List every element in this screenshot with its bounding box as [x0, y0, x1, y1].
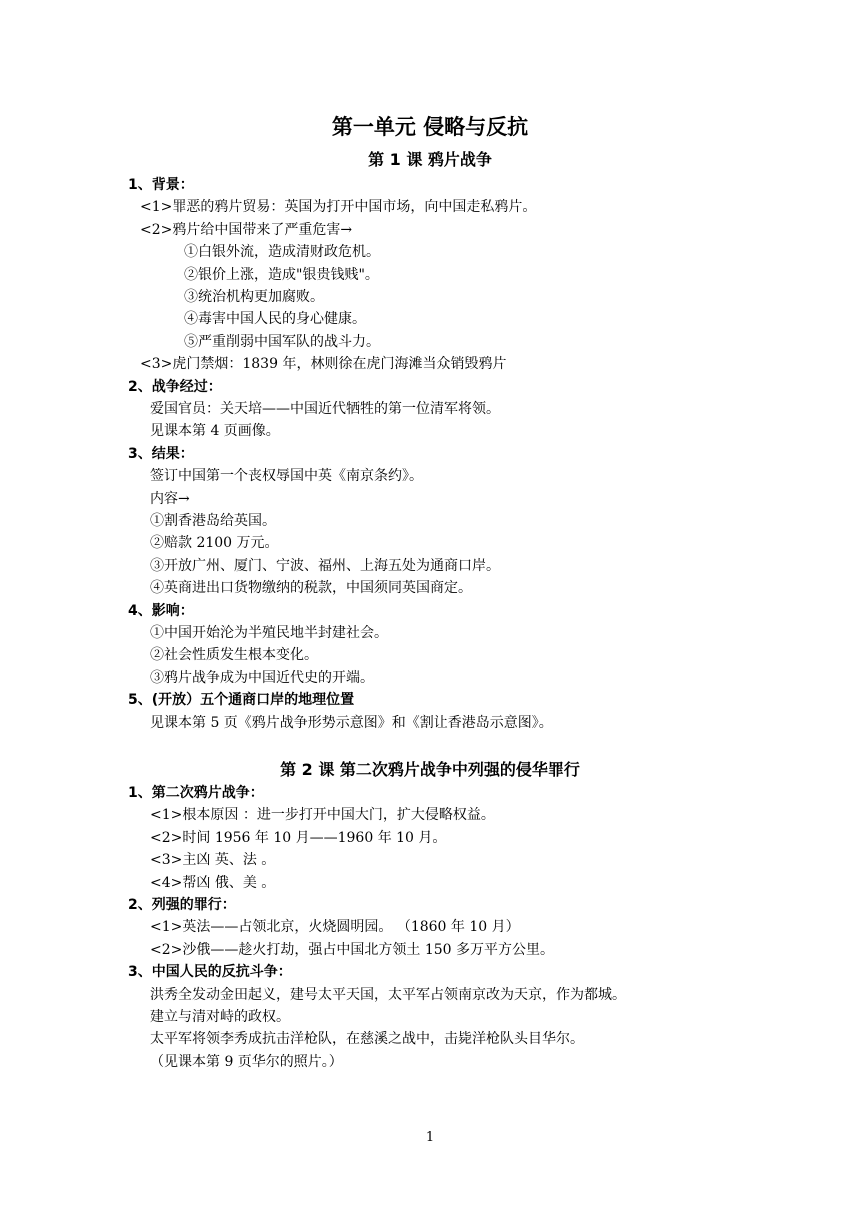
text-line: <3>主凶 英、法 。	[150, 852, 276, 869]
text-line: 建立与清对峙的政权。	[150, 1009, 290, 1025]
text-line: ②银价上涨，造成"银贵钱贱"。	[184, 266, 379, 283]
text-line: ②社会性质发生根本变化。	[150, 647, 318, 664]
text-line: 太平军将领李秀成抗击洋枪队，在慈溪之战中，击毙洋枪队头目华尔。	[150, 1031, 584, 1048]
section-heading: 5、(开放）五个通商口岸的地理位置	[128, 692, 355, 709]
text-line: <2>时间 1956 年 10 月——1960 年 10 月。	[150, 829, 447, 846]
text-line: ③开放广州、厦门、宁波、福州、上海五处为通商口岸。	[150, 557, 500, 574]
text-line: （见课本第 9 页华尔的照片。）	[150, 1053, 343, 1070]
text-line: 见课本第 4 页画像。	[150, 423, 280, 440]
text-line: <1>英法——占领北京，火烧圆明园。 （1860 年 10 月）	[150, 919, 520, 936]
text-line: ③统治机构更加腐败。	[184, 289, 324, 305]
text-line: 爱国官员：关天培——中国近代牺牲的第一位清军将领。	[150, 401, 500, 417]
section-heading: 1、第二次鸦片战争：	[128, 785, 264, 801]
lesson-2-title: 第 2 课 第二次鸦片战争中列强的侵华罪行	[280, 760, 580, 779]
text-line: ⑤严重削弱中国军队的战斗力。	[184, 333, 380, 350]
text-line: 见课本第 5 页《鸦片战争形势示意图》和《割让香港岛示意图》。	[150, 714, 553, 731]
text-line: 内容→	[150, 490, 190, 507]
text-line: ③鸦片战争成为中国近代史的开端。	[150, 669, 374, 686]
text-line: <1>根本原因 ：进一步打开中国大门，扩大侵略权益。	[150, 807, 495, 824]
text-line: <1>罪恶的鸦片贸易：英国为打开中国市场，向中国走私鸦片。	[140, 199, 537, 216]
section-heading: 2、战争经过：	[128, 378, 222, 395]
text-line: <4>帮凶 俄、美 。	[150, 874, 276, 891]
unit-title: 第一单元 侵略与反抗	[331, 115, 529, 139]
text-line: <2>鸦片给中国带来了严重危害→	[140, 221, 353, 238]
text-line: ①中国开始沦为半殖民地半封建社会。	[150, 625, 388, 641]
text-line: ④英商进出口货物缴纳的税款，中国须同英国商定。	[150, 580, 472, 597]
text-line: <3>虎门禁烟：1839 年，林则徐在虎门海滩当众销毁鸦片	[140, 356, 507, 373]
text-line: <2>沙俄——趁火打劫，强占中国北方领土 150 多万平方公里。	[150, 941, 554, 958]
text-line: 签订中国第一个丧权辱国中英《南京条约》。	[150, 468, 423, 485]
text-line: ①割香港岛给英国。	[150, 513, 276, 529]
section-heading: 1、背景：	[128, 177, 194, 193]
text-line: 洪秀全发动金田起义，建号太平天国，太平军占领南京改为天京，作为都城。	[150, 986, 626, 1003]
section-heading: 3、结果：	[128, 445, 194, 462]
text-line: ④毒害中国人民的身心健康。	[184, 311, 366, 328]
text-line: ②赔款 2100 万元。	[150, 535, 279, 552]
lesson-1-title: 第 1 课 鸦片战争	[368, 150, 492, 169]
page-number: 1	[425, 1130, 435, 1145]
section-heading: 4、影响：	[128, 602, 194, 619]
section-heading: 3、中国人民的反抗斗争：	[128, 964, 292, 981]
text-line: ①白银外流，造成清财政危机。	[184, 244, 380, 261]
section-heading: 2、列强的罪行：	[128, 897, 236, 913]
